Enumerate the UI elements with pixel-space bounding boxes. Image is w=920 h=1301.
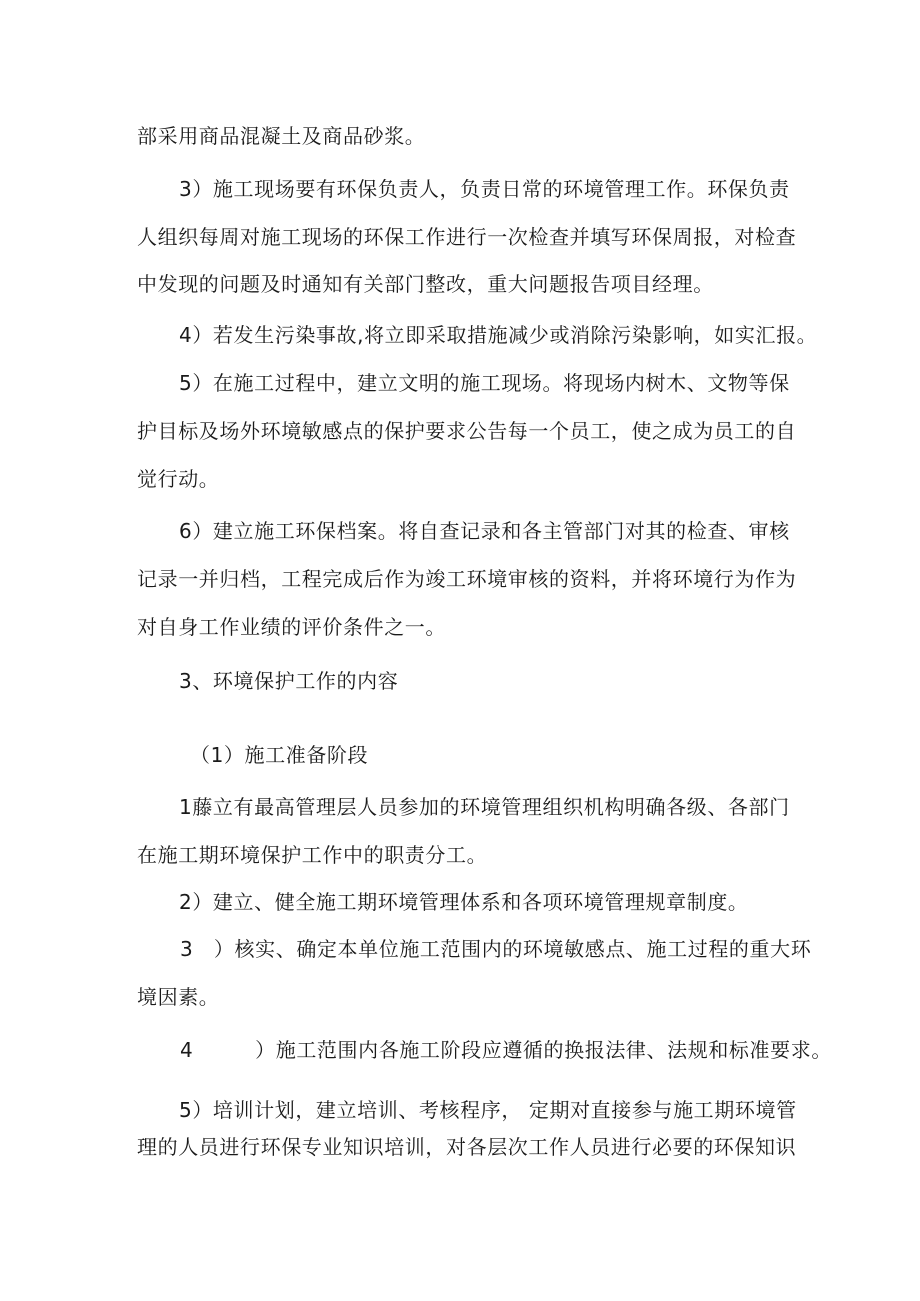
text-line-7: 护目标及场外环境敏感点的保护要求公告每一个员工，使之成为员工的自: [137, 419, 797, 443]
text-line-19: 4 ）施工范围内各施工阶段应遵循的换报法律、法规和标准要求。: [180, 1038, 832, 1062]
text-line-5: 4）若发生污染事故,将立即采取措施减少或消除污染影响，如实汇报。: [179, 323, 818, 347]
text-line-1: 部采用商品混凝土及商品砂浆。: [137, 124, 426, 148]
text-line-20: 5）培训计划，建立培训、考核程序， 定期对直接参与施工期环境管: [179, 1098, 797, 1122]
text-line-6: 5）在施工过程中，建立文明的施工现场。将现场内树木、文物等保: [179, 371, 790, 395]
text-line-9: 6）建立施工环保档案。将自查记录和各主管部门对其的检查、审核: [179, 519, 790, 543]
text-line-10: 记录一并归档，工程完成后作为竣工环境审核的资料，并将环境行为作为: [137, 567, 797, 591]
subsection-heading: （1）施工准备阶段: [190, 743, 369, 767]
text-line-2: 3）施工现场要有环保负责人，负责日常的环境管理工作。环保负责: [179, 177, 790, 201]
text-line-4: 中发现的问题及时通知有关部门整改，重大问题报告项目经理。: [137, 272, 714, 296]
text-line-3: 人组织每周对施工现场的环保工作进行一次检查并填写环保周报，对检查: [137, 225, 797, 249]
text-line-21: 理的人员进行环保专业知识培训，对各层次工作人员进行必要的环保知识: [137, 1135, 797, 1159]
text-line-15: 在施工期环境保护工作中的职责分工。: [137, 843, 488, 867]
text-line-17: 3 ）核实、确定本单位施工范围内的环境敏感点、施工过程的重大环: [180, 937, 812, 961]
section-heading: 3、环境保护工作的内容: [179, 669, 399, 693]
text-line-18: 境因素。: [137, 985, 220, 1009]
text-line-8: 觉行动。: [137, 467, 220, 491]
text-line-16: 2）建立、健全施工期环境管理体系和各项环境管理规章制度。: [179, 890, 749, 914]
text-line-14: 1藤立有最高管理层人员参加的环境管理组织机构明确各级、各部门: [179, 795, 790, 819]
text-line-11: 对自身工作业绩的评价条件之一。: [137, 615, 446, 639]
